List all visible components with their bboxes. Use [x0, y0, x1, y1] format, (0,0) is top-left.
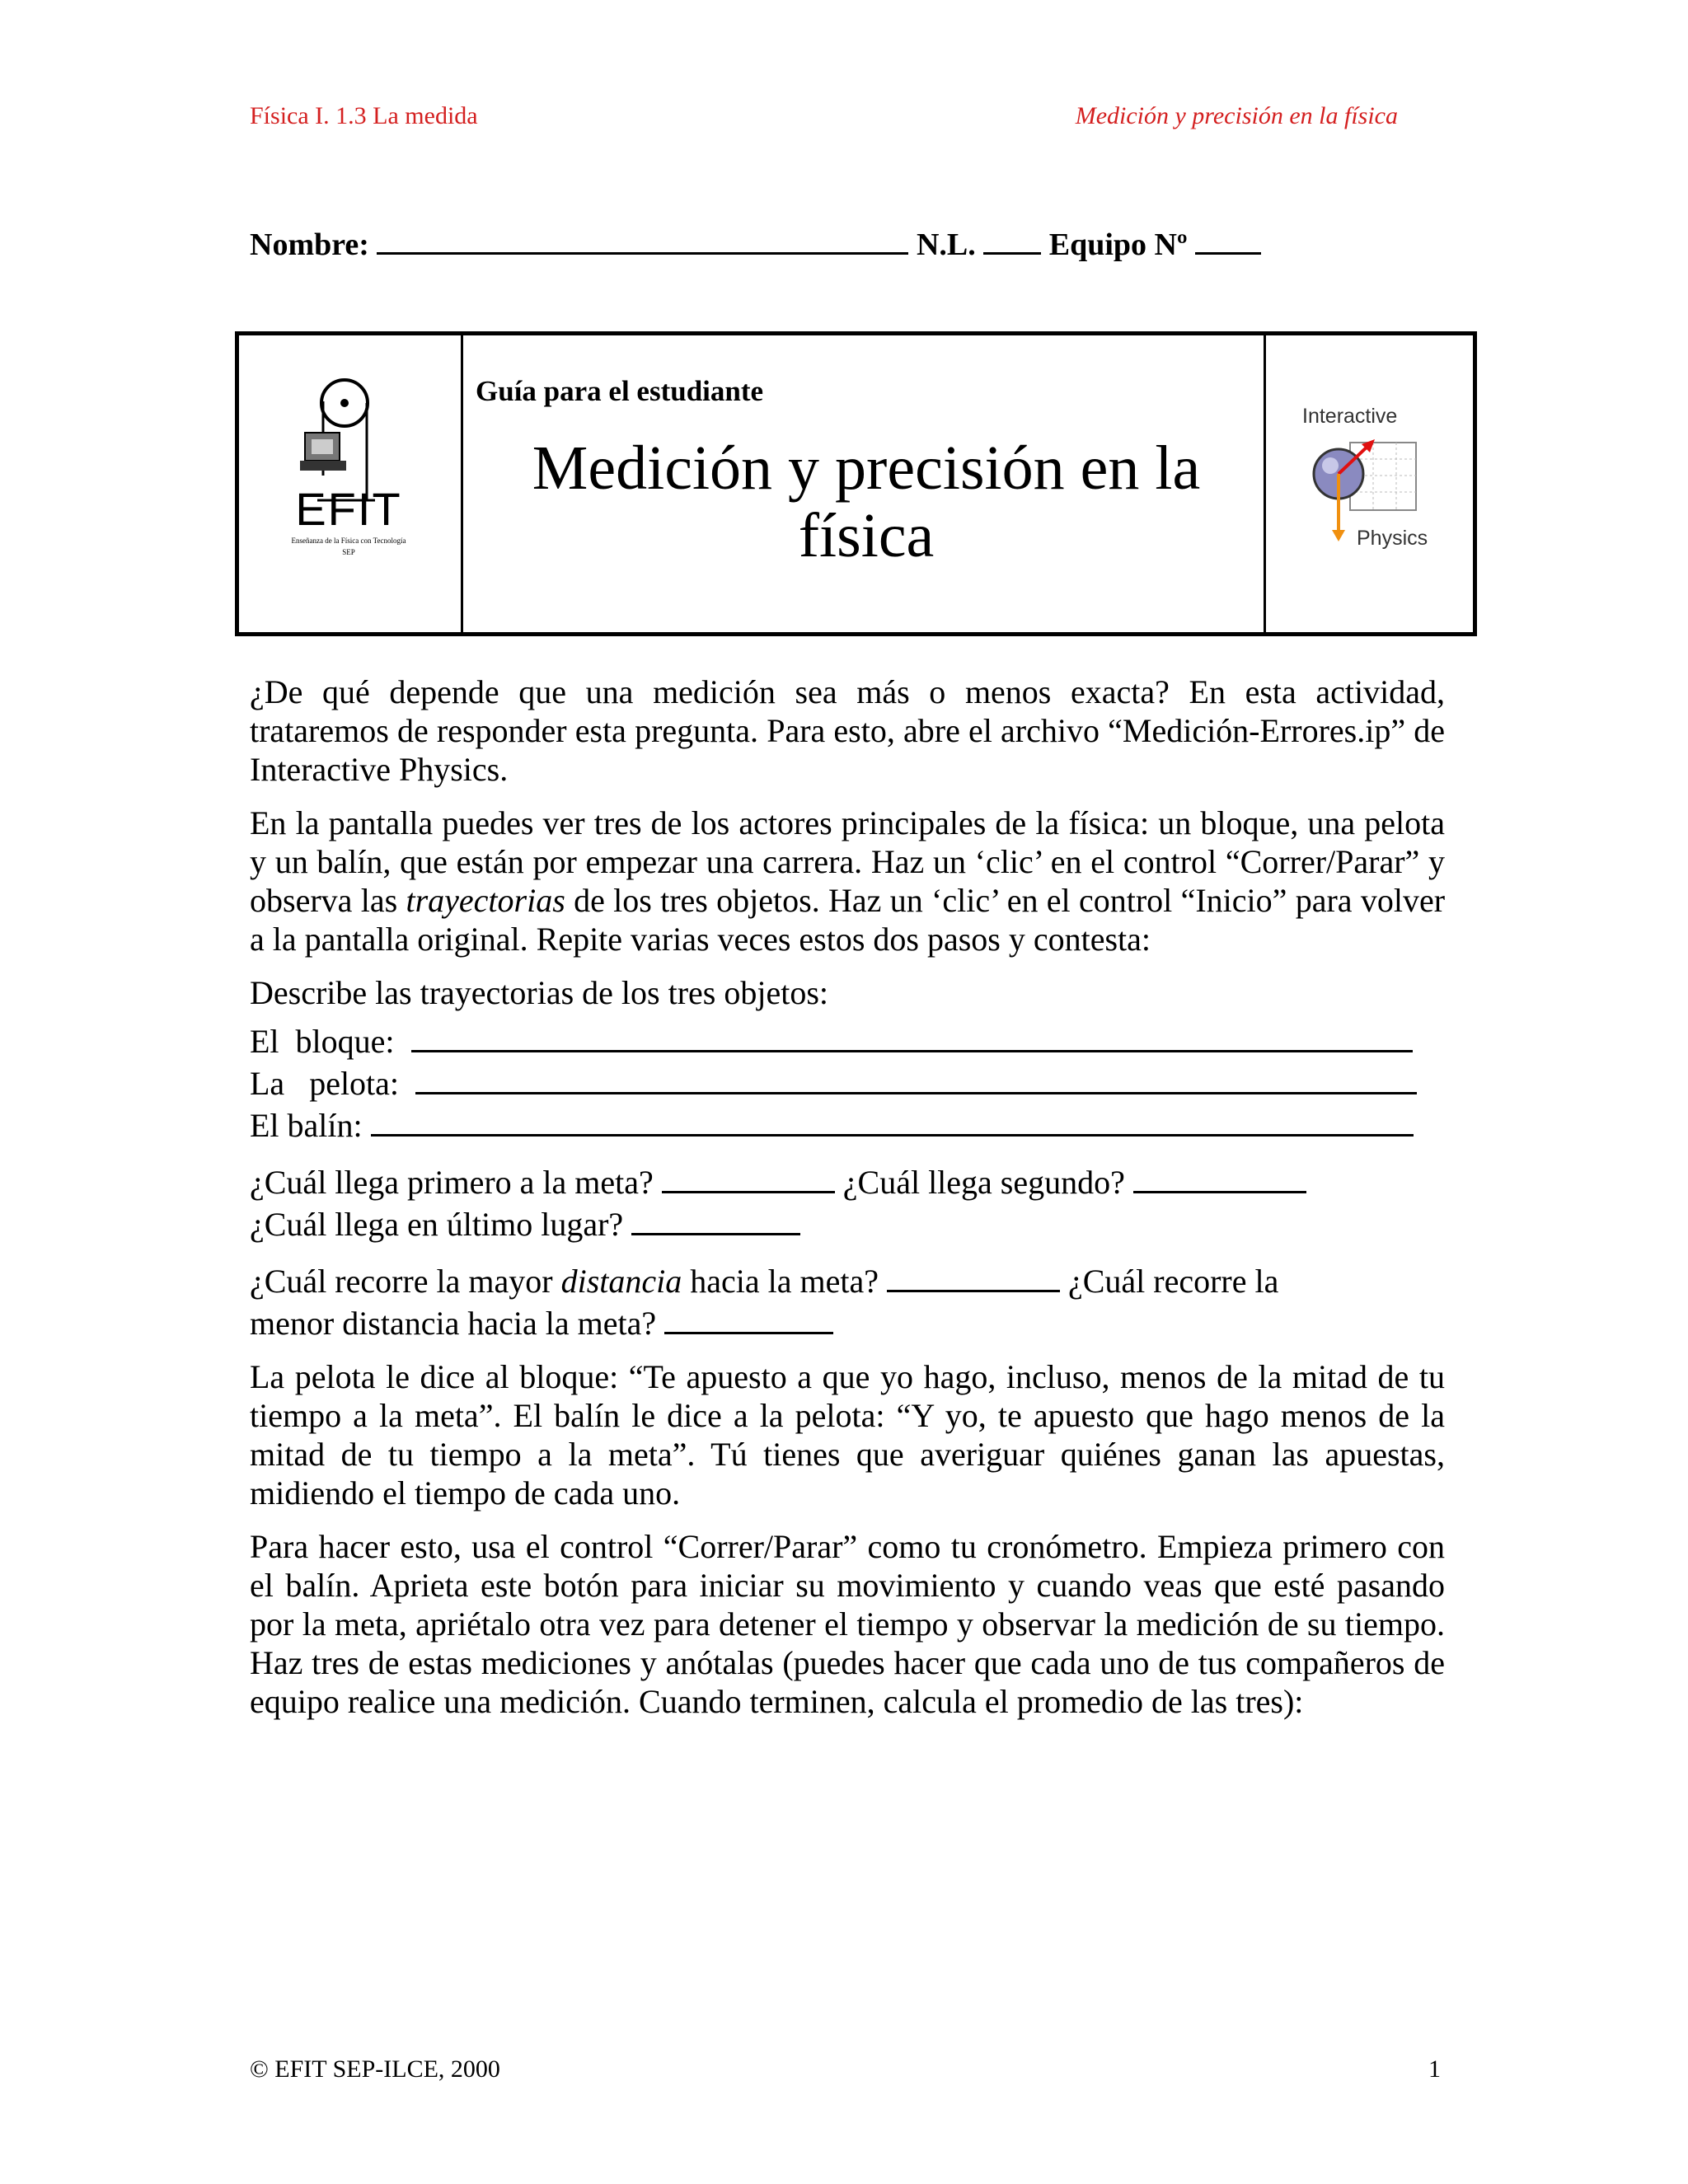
distance-row-2 [250, 1301, 1445, 1343]
team-label: Equipo Nº [1048, 227, 1188, 262]
nl-label: N.L. [916, 227, 976, 262]
instructions-part-2: de los tres objetos. Haz un ‘clic’ en el control “Inicio” para volver a la pantalla original. Repite varias veces estos dos pasos y contesta: [250, 882, 1446, 958]
answer-row-pelota [250, 1061, 1445, 1103]
efit-logo-org: SEP [342, 548, 355, 556]
answer-last[interactable] [631, 1202, 800, 1235]
nl-blank[interactable] [983, 224, 1041, 255]
running-header-left: Física I. 1.3 La medida [250, 102, 478, 129]
efit-logo-name: EFIT [295, 483, 402, 535]
answer-row-balin [250, 1103, 1445, 1145]
running-header-right: Medición y precisión en la física [1075, 102, 1398, 129]
trajectories-term: trayectorias [406, 882, 565, 919]
race-order-row-2 [250, 1202, 1445, 1244]
answer-greatest-distance[interactable] [887, 1258, 1060, 1292]
team-blank[interactable] [1195, 224, 1261, 255]
ip-logo-bottom: Physics [1357, 527, 1428, 550]
intro-paragraph: ¿De qué depende que una medición sea más o menos exacta? En esta actividad, trataremos de responder esta pregunta. Para esto, abre el archivo “Medición-Errores.ip” de Interactive Physics. [250, 673, 1445, 788]
ip-logo-top: Interactive [1302, 405, 1398, 428]
page-number: 1 [1428, 2055, 1441, 2083]
question-distance-part-3: ¿Cuál recorre la [1067, 1263, 1279, 1300]
footer-copyright: © EFIT SEP-ILCE, 2000 [250, 2055, 500, 2083]
answer-line-pelota[interactable] [415, 1061, 1417, 1094]
name-label: Nombre: [250, 227, 369, 262]
question-distance-part-2: hacia la meta? [682, 1263, 879, 1300]
answer-second[interactable] [1133, 1160, 1306, 1193]
answer-row-bloque [250, 1019, 1445, 1061]
measurement-paragraph: Para hacer esto, usa el control “Correr/Parar” como tu cronómetro. Empieza primero con el balín. Aprieta este botón para iniciar su movimiento y cuando veas que esté pasando por la meta, apriétalo otra vez para detener el tiempo y observar la medición de su tiempo. Haz tres de estas mediciones y anótalas (puedes hacer que cada uno de tus compañeros de equipo realice una medición. Cuando terminen, calcula el promedio de las tres): [250, 1528, 1445, 1720]
question-last: ¿Cuál llega en último lugar? [250, 1206, 624, 1243]
answer-first[interactable] [662, 1160, 835, 1193]
efit-logo-cell [239, 335, 463, 632]
document-title-line-1: Medición y precisión en la [532, 434, 1201, 503]
race-order-row-1 [250, 1160, 1445, 1202]
answer-line-bloque[interactable] [411, 1019, 1413, 1052]
answer-line-balin[interactable] [371, 1103, 1414, 1137]
label-balin: El balín: [250, 1107, 363, 1144]
instructions-part-1: En la pantalla puedes ver tres de los actores principales de la física: un bloque, una pelota y un balín, que están por empezar una carrera. Haz un ‘clic’ en el control “Correr/Parar” y observa las [250, 804, 1445, 919]
document-title [476, 434, 1257, 569]
instructions-paragraph [250, 804, 1445, 958]
document-title-line-2: física [798, 501, 935, 570]
interactive-physics-logo-cell [1264, 335, 1473, 632]
student-info-line [250, 224, 1261, 263]
title-box [235, 331, 1477, 636]
distance-term: distancia [560, 1263, 682, 1300]
efit-logo-subtitle: Enseñanza de la Física con Tecnología [291, 537, 406, 545]
distance-row-1 [250, 1258, 1445, 1301]
name-blank[interactable] [377, 224, 908, 255]
question-distance-part-1: ¿Cuál recorre la mayor [250, 1263, 561, 1300]
describe-prompt: Describe las trayectorias de los tres objetos: [250, 974, 828, 1011]
label-bloque: El bloque: [250, 1023, 395, 1060]
question-first: ¿Cuál llega primero a la meta? [250, 1164, 654, 1201]
worksheet-body [250, 673, 1445, 1736]
question-least-distance: menor distancia hacia la meta? [250, 1305, 657, 1342]
answer-least-distance[interactable] [664, 1301, 833, 1334]
question-second: ¿Cuál llega segundo? [842, 1164, 1125, 1201]
bet-paragraph: La pelota le dice al bloque: “Te apuesto a que yo hago, incluso, menos de la mitad de tu tiempo a la meta”. El balín le dice a la pelota: “Y yo, te apuesto que hago menos de la mitad de tu tiempo a la meta”. Tú tienes que averiguar quiénes ganan las apuestas, midiendo el tiempo de cada uno. [250, 1358, 1445, 1511]
label-pelota: La pelota: [250, 1065, 400, 1102]
guide-label: Guía para el estudiante [476, 375, 764, 407]
